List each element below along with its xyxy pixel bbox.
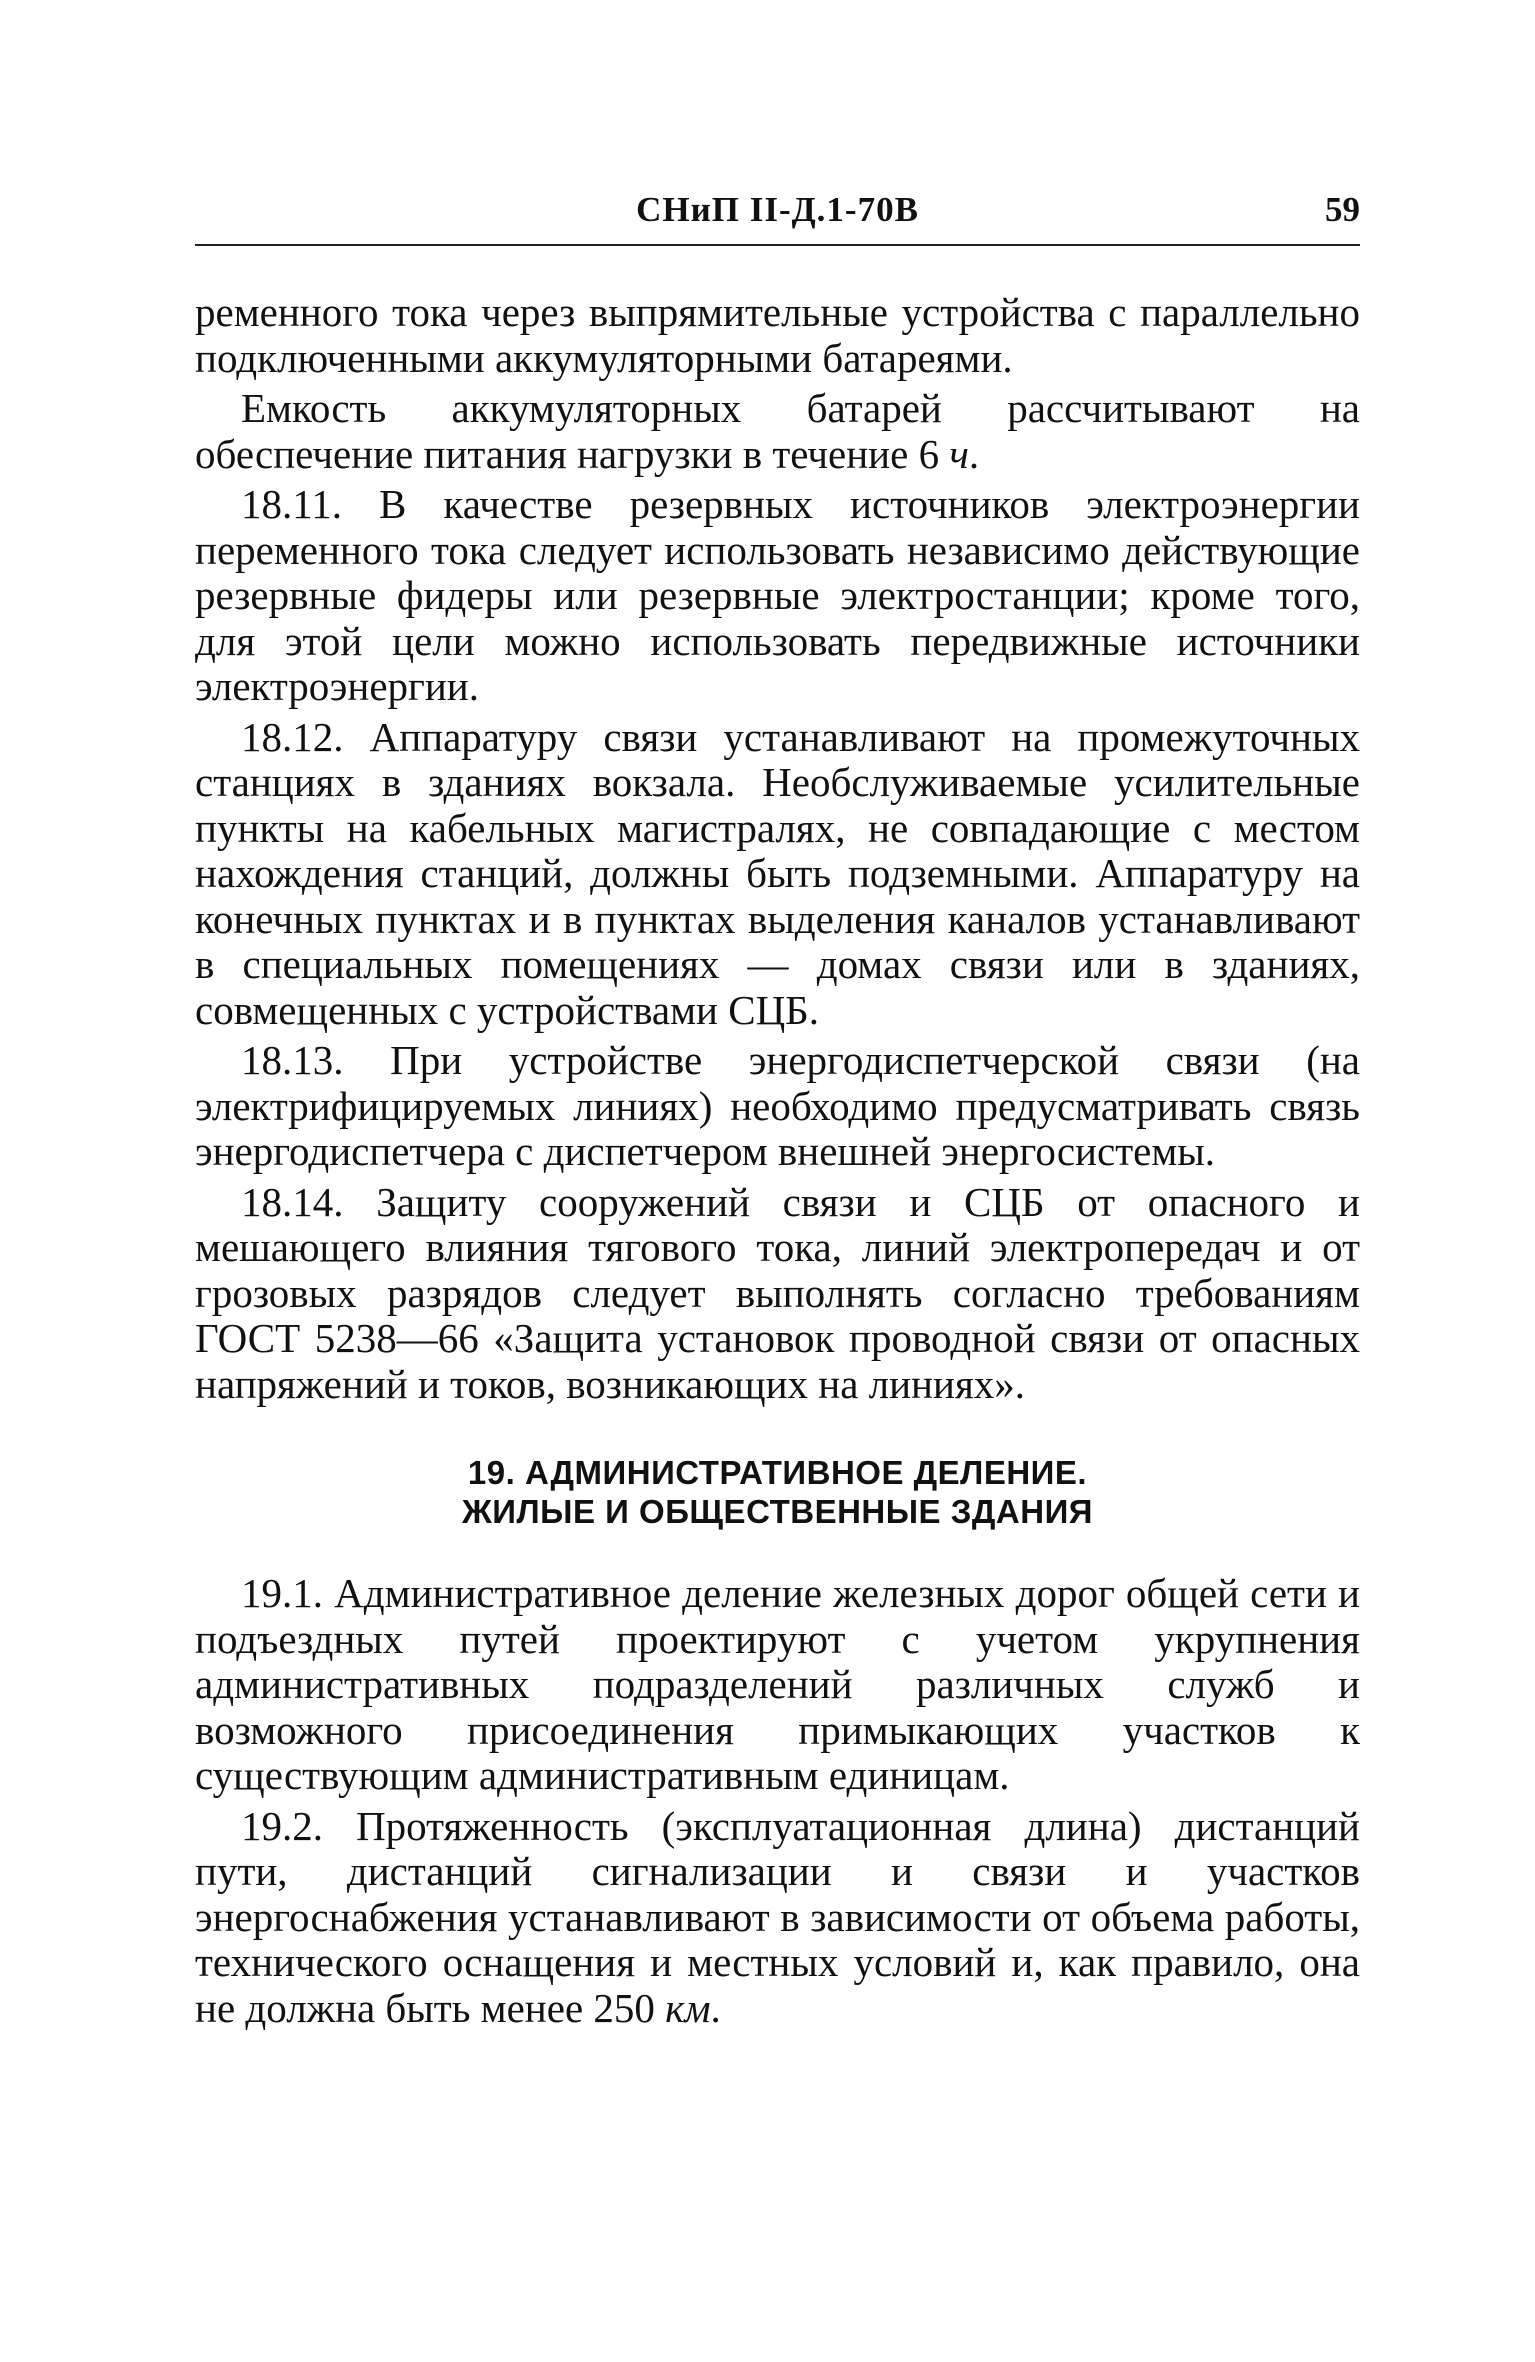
unit-km: км <box>665 1984 711 2031</box>
unit-hours: ч <box>949 430 969 477</box>
paragraph-18-14: 18.14. Защиту сооружений связи и СЦБ от опасного и мешающего влияния тягового тока, линий электропередач и от грозовых разрядов следует выполнять согласно требованиям ГОСТ 5238—66 «Защита установок проводной связи от опасных напряжений и токов, возникающих на линиях». <box>195 1178 1360 1407</box>
paragraph-19-1: 19.1. Административное деление железных дорог общей сети и подъездных путей проектируют с учетом укрупнения административных подразделений различных служб и возможного присоединения примыкающих участков к существующим административным единицам. <box>195 1570 1360 1798</box>
paragraph-18-12: 18.12. Аппаратуру связи устанавливают на промежуточных станциях в зданиях вокзала. Необслуживаемые усилительные пункты на кабельных магистралях, не совпадающие с местом нахождения станций, должны быть подземными. Аппаратуру на конечных пунктах и в пунктах выделения каналов устанавливают в специальных помещениях — домах связи или в зданиях, совмещенных с устройствами СЦБ. <box>195 713 1360 1033</box>
section-heading-line-1: 19. АДМИНИСТРАТИВНОЕ ДЕЛЕНИЕ. <box>467 1454 1088 1491</box>
paragraph-text: Емкость аккумуляторных батарей рассчитывают на обеспечение питания нагрузки в течение 6 <box>195 385 1360 477</box>
paragraph-18-13: 18.13. При устройстве энергодиспетчерской связи (на электрифицируемых линиях) необходимо предусматривать связь энергодиспетчера с диспетчером внешней энергосистемы. <box>195 1037 1360 1174</box>
paragraph-19-2 <box>195 1804 1360 2032</box>
section-heading-19 <box>195 1453 1360 1531</box>
paragraph-battery-capacity <box>195 386 1360 477</box>
section-heading-line-2: ЖИЛЫЕ И ОБЩЕСТВЕННЫЕ ЗДАНИЯ <box>461 1493 1094 1530</box>
body-text <box>195 290 1360 2031</box>
header-title: СНиП II-Д.1-70В <box>636 190 919 229</box>
header-rule <box>195 244 1360 246</box>
paragraph-text: 19.2. Протяженность (эксплуатационная длина) дистанций пути, дистанций сигнализации и связи и участков энергоснабжения устанавливают в зависимости от объема работы, технического оснащения и местных условий и, как правило, она не должна быть менее 250 <box>195 1802 1360 2031</box>
paragraph-continuation: ременного тока через выпрямительные устройства с параллельно подключенными аккумуляторными батареями. <box>195 289 1360 381</box>
paragraph-18-11: 18.11. В качестве резервных источников электроэнергии переменного тока следует использовать независимо действующие резервные фидеры или резервные электростанции; кроме того, для этой цели можно использовать передвижные источники электроэнергии. <box>195 481 1360 709</box>
paragraph-end: . <box>710 1984 721 2031</box>
running-header <box>195 190 1360 238</box>
page-number: 59 <box>1325 190 1360 229</box>
paragraph-end: . <box>968 430 980 477</box>
